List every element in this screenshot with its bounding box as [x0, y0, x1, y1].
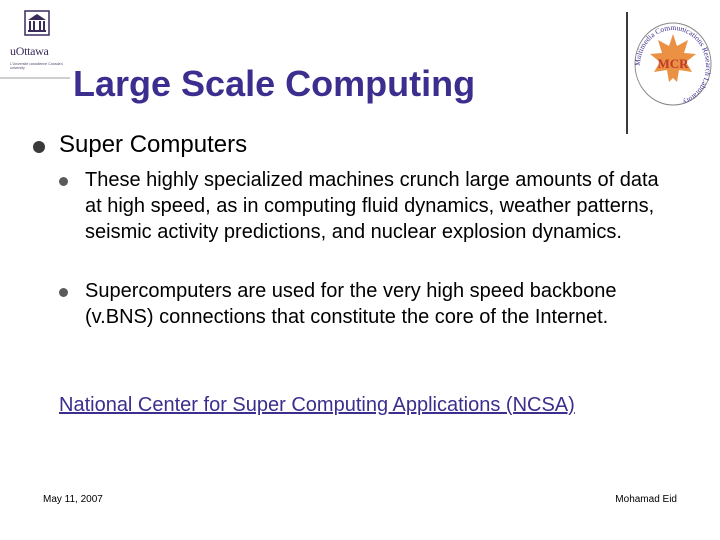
logo-name: uOttawa	[10, 44, 49, 58]
slide-title: Large Scale Computing	[73, 63, 476, 104]
bullet-heading: Super Computers	[59, 131, 248, 158]
sub-bullet-text: These highly specialized machines crunch large amounts of data at high speed, as in computing fluid dynamics, weather patterns, seismic activity predictions, and nuclear explosion dynamics.	[85, 169, 659, 243]
seal-center-text: MCR	[657, 56, 689, 71]
bullet-dot	[33, 141, 45, 153]
footer-date: May 11, 2007	[43, 494, 103, 505]
sub-bullet-text: Supercomputers are used for the very high speed backbone (v.BNS) connections that constitute the core of the Internet.	[85, 280, 617, 328]
sub-bullet-dot	[59, 177, 68, 186]
title-accent-line	[0, 77, 70, 79]
sub-bullet-dot	[59, 288, 68, 297]
footer-author: Mohamad Eid	[615, 494, 677, 505]
university-building-icon	[24, 10, 50, 36]
ncsa-link[interactable]: National Center for Super Computing Applications (NCSA)	[59, 394, 575, 416]
header-divider	[626, 12, 628, 134]
logo-tagline: L'Université canadienne Canada's university	[10, 62, 63, 70]
seal-ring-text: Multimedia Communications Research Laboratory	[632, 22, 714, 108]
mcr-lab-seal-icon	[630, 16, 716, 108]
uottawa-logo	[8, 8, 64, 72]
